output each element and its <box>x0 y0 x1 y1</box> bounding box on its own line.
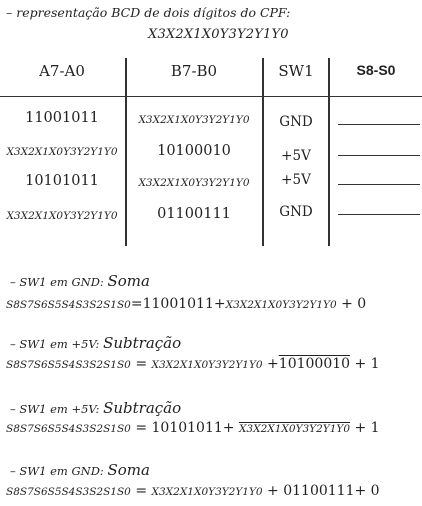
equation-term: + 1 <box>354 420 380 436</box>
equation-variables: X3X2X1X0Y3Y2Y1Y0 <box>151 359 263 371</box>
table-cell-sw1: +5V <box>281 172 311 188</box>
column-header-a: A7-A0 <box>39 62 85 80</box>
case-equation <box>6 483 380 499</box>
equation-lhs: S8S7S6S5S4S3S2S1S0 <box>6 423 131 435</box>
table-cell-b: 10100010 <box>157 143 231 159</box>
table-cell-sw1: +5V <box>281 148 311 164</box>
case-switch-label: – SW1 em +5V: <box>10 337 104 351</box>
case-equation <box>6 420 380 436</box>
answer-blank <box>338 155 420 156</box>
case-equation <box>6 296 366 312</box>
case-operation: Subtração <box>103 399 182 417</box>
table-cell-b: X3X2X1X0Y3Y2Y1Y0 <box>138 114 250 126</box>
column-header-sw1: SW1 <box>278 62 314 80</box>
equation-lhs: S8S7S6S5S4S3S2S1S0 <box>6 359 131 371</box>
equation-term: + 1 <box>354 356 380 372</box>
answer-blank <box>338 124 420 125</box>
case-label <box>10 461 150 479</box>
equation-term: = 10101011+ <box>135 420 239 436</box>
table-cell-a: X3X2X1X0Y3Y2Y1Y0 <box>6 210 118 222</box>
equation-term: = <box>135 483 152 499</box>
case-switch-label: – SW1 em GND: <box>10 464 108 478</box>
header-description: – representação BCD de dois dígitos do CPF: <box>6 5 291 20</box>
equation-term: =11001011+ <box>130 296 226 312</box>
table-cell-b: X3X2X1X0Y3Y2Y1Y0 <box>138 177 250 189</box>
case-switch-label: – SW1 em +5V: <box>10 402 104 416</box>
column-header-b: B7-B0 <box>170 62 218 80</box>
equation-complement-variables: X3X2X1X0Y3Y2Y1Y0 <box>238 423 351 435</box>
case-operation: Soma <box>107 461 150 479</box>
table-cell-a: 10101011 <box>25 173 99 189</box>
case-equation <box>6 356 380 372</box>
case-label <box>10 399 181 417</box>
table-cell-a: 11001011 <box>25 110 99 126</box>
case-label <box>10 334 181 352</box>
column-header-s: S8-S0 <box>356 62 396 78</box>
equation-term: + 0 <box>341 296 367 312</box>
equation-lhs: S8S7S6S5S4S3S2S1S0 <box>6 486 131 498</box>
table-header-rule <box>0 96 422 97</box>
equation-variables: X3X2X1X0Y3Y2Y1Y0 <box>225 299 337 311</box>
case-switch-label: – SW1 em GND: <box>10 275 108 289</box>
case-operation: Subtração <box>103 334 182 352</box>
equation-lhs: S8S7S6S5S4S3S2S1S0 <box>6 299 131 311</box>
equation-complement-term: 10100010 <box>278 356 351 372</box>
answer-blank <box>338 184 420 185</box>
table-cell-sw1: GND <box>279 114 313 130</box>
case-operation: Soma <box>107 272 150 290</box>
equation-term: + 01100111+ 0 <box>267 483 380 499</box>
equation-term: = <box>135 356 152 372</box>
table-cell-sw1: GND <box>279 204 313 220</box>
table-divider-3 <box>328 58 330 246</box>
header-variables: X3X2X1X0Y3Y2Y1Y0 <box>148 27 289 42</box>
case-label <box>10 272 150 290</box>
equation-variables: X3X2X1X0Y3Y2Y1Y0 <box>151 486 263 498</box>
table-cell-b: 01100111 <box>157 206 231 222</box>
table-cell-a: X3X2X1X0Y3Y2Y1Y0 <box>6 146 118 158</box>
answer-blank <box>338 214 420 215</box>
equation-term: + <box>267 356 279 372</box>
